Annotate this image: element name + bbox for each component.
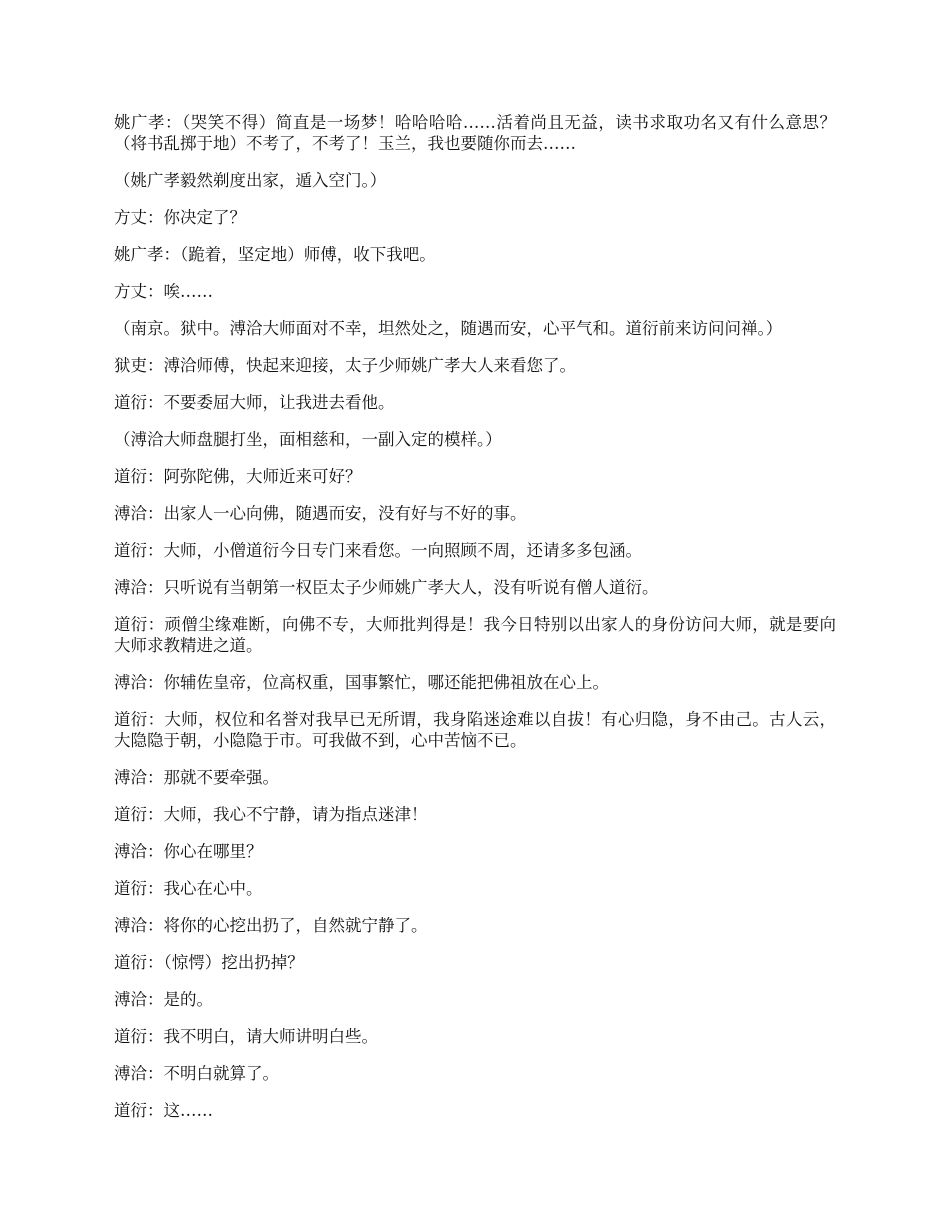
paragraph-12: 道衍：大师，小僧道衍今日专门来看您。一向照顾不周，还请多多包涵。: [114, 541, 642, 560]
paragraph-19: 溥洽：你心在哪里？: [114, 842, 263, 861]
paragraph-10: 道衍：阿弥陀佛，大师近来可好？: [114, 467, 362, 486]
paragraph-6: （南京。狱中。溥洽大师面对不幸，坦然处之，随遇而安，心平气和。道衍前来访问问禅。）: [114, 319, 783, 338]
paragraph-25: 溥洽：不明白就算了。: [114, 1064, 279, 1083]
paragraph-18: 道衍：大师，我心不宁静，请为指点迷津！: [114, 805, 428, 824]
paragraph-8: 道衍：不要委屈大师，让我进去看他。: [114, 393, 395, 412]
paragraph-20: 道衍：我心在心中。: [114, 879, 263, 898]
paragraph-5: 方丈：唉……: [114, 282, 213, 301]
paragraph-7: 狱吏：溥洽师傅，快起来迎接，太子少师姚广孝大人来看您了。: [114, 356, 576, 375]
paragraph-1: 姚广孝：（哭笑不得）简直是一场梦！哈哈哈哈……活着尚且无益，读书求取功名又有什么意思？（将书乱掷于地）不考了，不考了！玉兰，我也要随你而去……: [114, 113, 836, 153]
paragraph-13: 溥洽：只听说有当朝第一权臣太子少师姚广孝大人，没有听说有僧人道衍。: [114, 578, 659, 597]
paragraph-24: 道衍：我不明白，请大师讲明白些。: [114, 1027, 378, 1046]
paragraph-14: 道衍：顽僧尘缘难断，向佛不专，大师批判得是！我今日特别以出家人的身份访问大师，就是要向大师求教精进之道。: [114, 615, 836, 655]
paragraph-23: 溥洽：是的。: [114, 990, 213, 1009]
paragraph-11: 溥洽：出家人一心向佛，随遇而安，没有好与不好的事。: [114, 504, 527, 523]
paragraph-16: 道衍：大师，权位和名誉对我早已无所谓，我身陷迷途难以自拔！有心归隐，身不由己。古人云，大隐隐于朝，小隐隐于市。可我做不到，心中苦恼不已。: [114, 710, 836, 750]
paragraph-4: 姚广孝：（跪着，坚定地）师傅，收下我吧。: [114, 245, 436, 264]
paragraph-26: 道衍：这……: [114, 1101, 213, 1120]
paragraph-3: 方丈：你决定了？: [114, 208, 246, 227]
paragraph-22: 道衍：（惊愕）挖出扔掉？: [114, 953, 304, 972]
document-page: [114, 112, 836, 1137]
paragraph-9: （溥洽大师盘腿打坐，面相慈和，一副入定的模样。）: [114, 430, 502, 449]
paragraph-17: 溥洽：那就不要牵强。: [114, 768, 279, 787]
paragraph-15: 溥洽：你辅佐皇帝，位高权重，国事繁忙，哪还能把佛祖放在心上。: [114, 673, 609, 692]
paragraph-2: （姚广孝毅然剃度出家，遁入空门。）: [114, 171, 387, 190]
paragraph-21: 溥洽：将你的心挖出扔了，自然就宁静了。: [114, 916, 428, 935]
